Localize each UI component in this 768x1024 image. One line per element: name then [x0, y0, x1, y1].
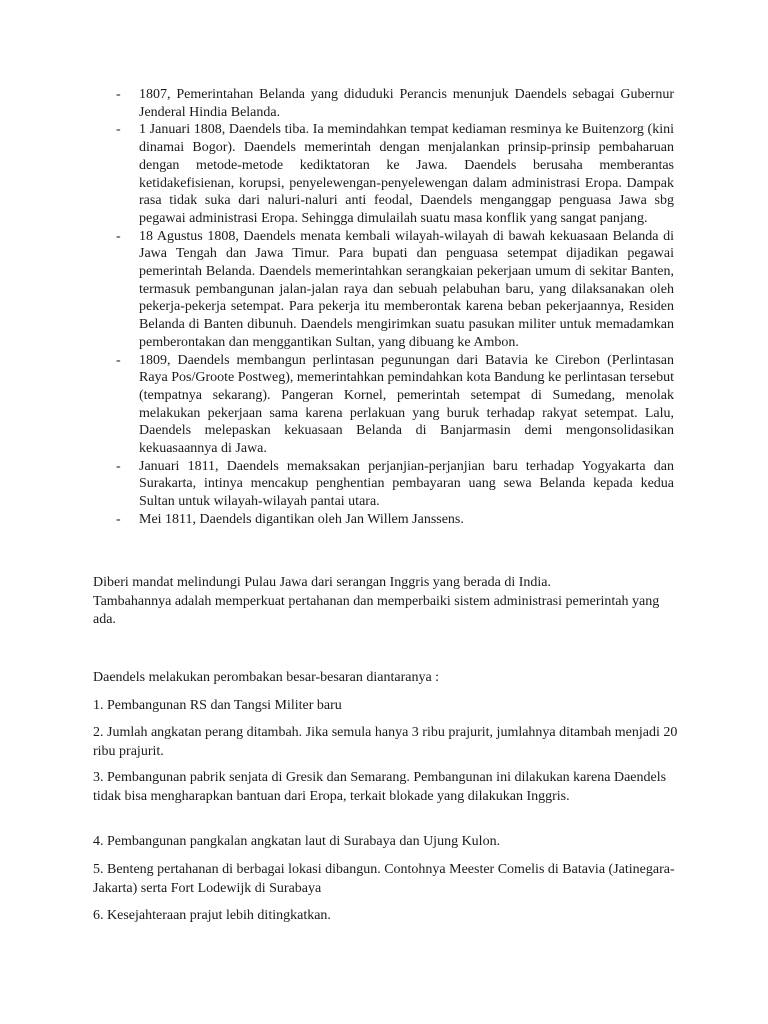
bullet-dash: - [116, 458, 121, 474]
timeline-item-text: 1807, Pemerintahan Belanda yang diduduki Perancis menunjuk Daendels sebagai Gubernur Jenderal Hindia Belanda. [139, 87, 674, 120]
timeline-item [112, 511, 674, 529]
reform-item [93, 861, 683, 898]
reform-item-text: 6. Kesejahteraan prajut lebih ditingkatkan. [93, 908, 331, 923]
timeline-item-text: 1 Januari 1808, Daendels tiba. Ia memindahkan tempat kediaman resminya ke Buitenzorg (kini dinamai Bogor). Daendels memerintah dengan menjalankan prinsip-prinsip pembaharuan dengan metode-metode kediktatoran ke Jawa. Daendels berusaha memberantas ketidakefisienan, korupsi, penyelewengan-penyelewengan dalam administrasi Eropa. Dampak rasa tidak suka dari naluri-naluri anti feodal, Daendels menganggap penguasa Jawa sbg pegawai administrasi Eropa. Sehingga dimulailah suatu masa konflik yang sangat panjang. [139, 122, 674, 226]
reforms-intro-text: Daendels melakukan perombakan besar-besaran diantaranya : [93, 670, 440, 685]
bullet-dash: - [116, 511, 121, 527]
timeline-item [112, 121, 674, 227]
bullet-dash: - [116, 228, 121, 244]
reforms-intro [93, 669, 683, 688]
timeline-bullet-list [112, 86, 674, 529]
reform-item [93, 697, 683, 716]
reform-item [93, 769, 683, 806]
bullet-dash: - [116, 87, 121, 102]
timeline-item [112, 458, 674, 511]
reform-item-text: 1. Pembangunan RS dan Tangsi Militer baru [93, 698, 342, 713]
reform-item [93, 724, 683, 761]
timeline-item [112, 228, 674, 352]
bullet-dash: - [116, 122, 121, 138]
reform-item-text: 5. Benteng pertahanan di berbagai lokasi dibangun. Contohnya Meester Comelis di Batavia (Jatinegara-Jakarta) serta Fort Lodewijk di Surabaya [93, 862, 675, 896]
mandate-line: Diberi mandat melindungi Pulau Jawa dari serangan Inggris yang berada di India. [93, 575, 551, 590]
mandate-paragraph [93, 574, 683, 630]
timeline-item-text: Januari 1811, Daendels memaksakan perjanjian-perjanjian baru terhadap Yogyakarta dan Surakarta, intinya mencakup penghentian pembayaran uang sewa Belanda kepada kedua Sultan untuk wilayah-wilayah pantai utara. [139, 458, 674, 510]
reform-item [93, 907, 683, 926]
reform-item-text: 2. Jumlah angkatan perang ditambah. Jika semula hanya 3 ribu prajurit, jumlahnya ditambah menjadi 20 ribu prajurit. [93, 725, 678, 759]
timeline-item-text: Mei 1811, Daendels digantikan oleh Jan Willem Janssens. [139, 511, 464, 527]
reform-item-text: 4. Pembangunan pangkalan angkatan laut di Surabaya dan Ujung Kulon. [93, 834, 501, 849]
bullet-dash: - [116, 352, 121, 368]
mandate-line: Tambahannya adalah memperkuat pertahanan dan memperbaiki sistem administrasi pemerintah yang ada. [93, 593, 660, 627]
reform-item-text: 3. Pembangunan pabrik senjata di Gresik dan Semarang. Pembangunan ini dilakukan karena Daendels tidak bisa mengharapkan bantuan dari Eropa, terkait blokade yang dilakukan Inggris. [93, 770, 667, 804]
reform-item [93, 833, 683, 852]
timeline-item-text: 18 Agustus 1808, Daendels menata kembali wilayah-wilayah di bawah kekuasaan Belanda di Jawa Tengah dan Jawa Timur. Para bupati dan penguasa setempat dijadikan pegawai pemerintah Belanda. Daendels memerintahkan serangkaian pekerjaan umum di sekitar Banten, termasuk pembangunan jalan-jalan raya dan sebuah pelabuhan baru, yang dilaksanakan oleh pekerja-pekerja setempat. Para pekerja itu memberontak karena beban pekerjaannya, Residen Belanda di Banten dibunuh. Daendels mengirimkan suatu pasukan militer untuk memadamkan pemberontakan dan menggantikan Sultan, yang dibuang ke Ambon. [139, 228, 674, 350]
timeline-item [112, 352, 674, 458]
timeline-item-text: 1809, Daendels membangun perlintasan pegunungan dari Batavia ke Cirebon (Perlintasan Raya Pos/Groote Postweg), memerintahkan pemindahkan kota Bandung ke perlintasan tersebut (tempatnya sekarang). Pangeran Kornel, pemerintah setempat di Sumedang, menolak melakukan pekerjaan sama karena perlakuan yang buruk terhadap rakyat setempat. Lalu, Daendels melepaskan kekuasaan Belanda di Banjarmasin demi mengonsolidasikan kekuasaannya di Jawa. [139, 352, 674, 457]
timeline-item [112, 86, 674, 121]
